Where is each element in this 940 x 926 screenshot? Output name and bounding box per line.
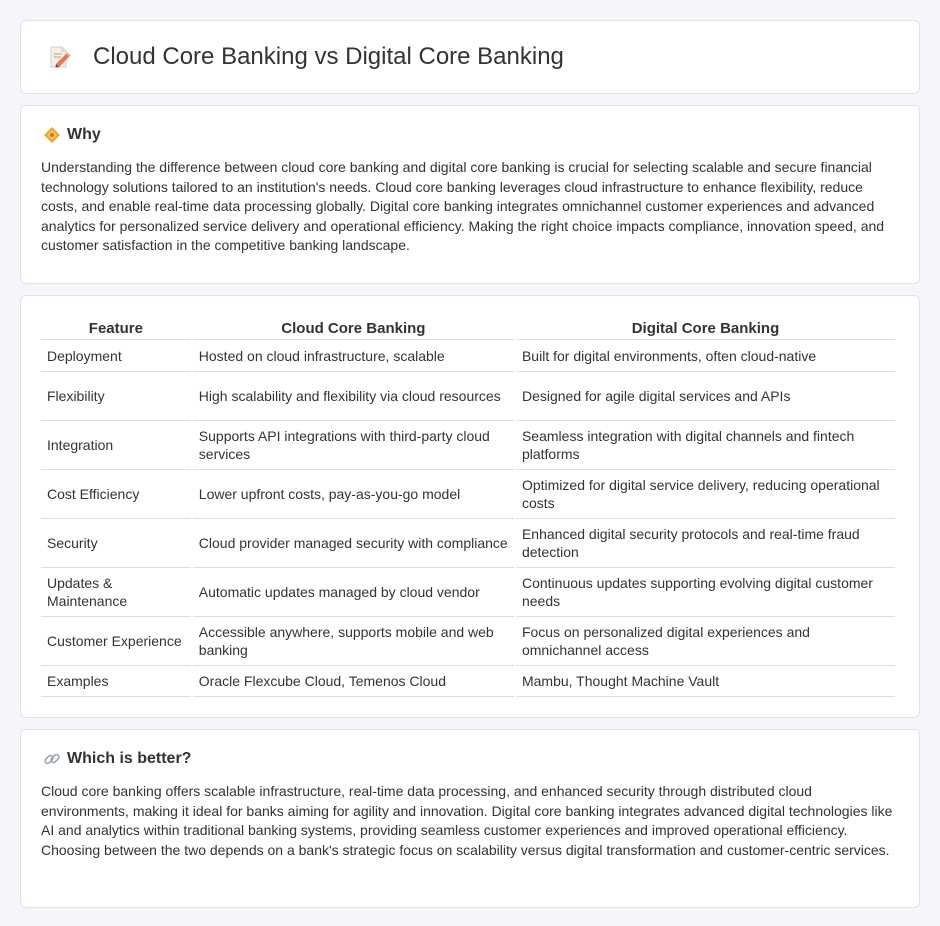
why-section bbox=[20, 105, 920, 284]
cloud-cell: High scalability and flexibility via cloud resources bbox=[193, 372, 514, 421]
better-title: Which is better? bbox=[67, 750, 192, 767]
digital-cell: Seamless integration with digital channels and fintech platforms bbox=[516, 421, 895, 470]
table-row bbox=[41, 617, 895, 666]
better-header bbox=[41, 750, 899, 768]
why-text: Understanding the difference between cloud core banking and digital core banking is crucial for selecting scalable and secure financial technology solutions tailored to an institution's needs. Cloud core banking leverages cloud infrastructure to enhance flexibility, reduce costs, and enable real-time data processing globally. Digital core banking integrates omnichannel customer experiences and advanced analytics for personalized service delivery and operational efficiency. Making the right choice impacts compliance, innovation speed, and customer satisfaction in the competitive banking landscape. bbox=[41, 159, 885, 253]
cloud-cell: Accessible anywhere, supports mobile and web banking bbox=[193, 617, 514, 666]
comparison-table-card bbox=[20, 295, 920, 718]
cloud-cell: Oracle Flexcube Cloud, Temenos Cloud bbox=[193, 666, 514, 697]
page-title: Cloud Core Banking vs Digital Core Banking bbox=[93, 43, 564, 70]
table-row bbox=[41, 421, 895, 470]
link-icon bbox=[43, 750, 61, 768]
table-row bbox=[41, 519, 895, 568]
table-row bbox=[41, 568, 895, 617]
cloud-cell: Supports API integrations with third-party cloud services bbox=[193, 421, 514, 470]
table-row bbox=[41, 470, 895, 519]
cloud-cell: Hosted on cloud infrastructure, scalable bbox=[193, 340, 514, 372]
feature-cell: Integration bbox=[41, 421, 191, 470]
digital-cell: Mambu, Thought Machine Vault bbox=[516, 666, 895, 697]
better-text: Cloud core banking offers scalable infrastructure, real-time data processing, and enhanced security through distributed cloud environments, making it ideal for banks aiming for agility and innovation. Digital core banking integrates advanced digital technologies like AI and analytics within traditional banking systems, providing seamless customer experiences and improved operational efficiency. Choosing between the two depends on a bank's strategic focus on scalability versus digital transformation and customer-centric services. bbox=[41, 783, 893, 858]
cloud-cell: Automatic updates managed by cloud vendor bbox=[193, 568, 514, 617]
digital-cell: Optimized for digital service delivery, reducing operational costs bbox=[516, 470, 895, 519]
cloud-cell: Cloud provider managed security with compliance bbox=[193, 519, 514, 568]
header-feature: Feature bbox=[41, 316, 191, 340]
digital-cell: Designed for agile digital services and APIs bbox=[516, 372, 895, 421]
table-row bbox=[41, 340, 895, 372]
digital-cell: Focus on personalized digital experiences and omnichannel access bbox=[516, 617, 895, 666]
header-digital-core: Digital Core Banking bbox=[516, 316, 895, 340]
feature-cell: Security bbox=[41, 519, 191, 568]
why-header bbox=[41, 126, 899, 144]
document-pencil-icon bbox=[47, 45, 71, 69]
diamond-icon bbox=[43, 126, 61, 144]
digital-cell: Built for digital environments, often cloud-native bbox=[516, 340, 895, 372]
feature-cell: Customer Experience bbox=[41, 617, 191, 666]
table-row bbox=[41, 372, 895, 421]
header-cloud-core: Cloud Core Banking bbox=[193, 316, 514, 340]
table-header-row bbox=[41, 316, 895, 340]
comparison-table bbox=[39, 316, 897, 697]
feature-cell: Cost Efficiency bbox=[41, 470, 191, 519]
table-row bbox=[41, 666, 895, 697]
feature-cell: Examples bbox=[41, 666, 191, 697]
feature-cell: Updates & Maintenance bbox=[41, 568, 191, 617]
cloud-cell: Lower upfront costs, pay-as-you-go model bbox=[193, 470, 514, 519]
title-card bbox=[20, 20, 920, 94]
digital-cell: Enhanced digital security protocols and real-time fraud detection bbox=[516, 519, 895, 568]
why-title: Why bbox=[67, 126, 101, 143]
which-is-better-section bbox=[20, 729, 920, 908]
feature-cell: Deployment bbox=[41, 340, 191, 372]
feature-cell: Flexibility bbox=[41, 372, 191, 421]
digital-cell: Continuous updates supporting evolving digital customer needs bbox=[516, 568, 895, 617]
